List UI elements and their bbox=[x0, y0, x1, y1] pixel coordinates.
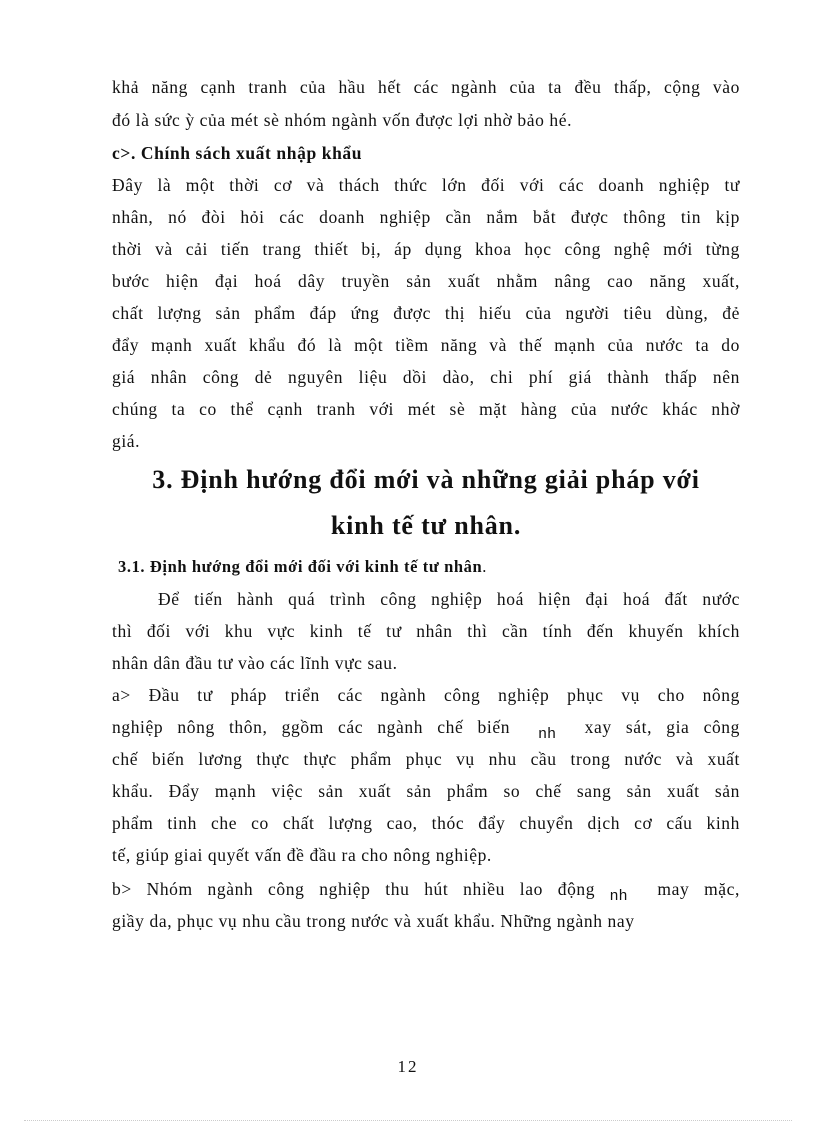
page-number: 12 bbox=[397, 1057, 419, 1076]
subheading-text: 3.1. Định hướng đổi mới đối với kinh tế tư nhân bbox=[118, 557, 483, 576]
subheading-period: . bbox=[482, 557, 487, 576]
footer-divider bbox=[24, 1120, 792, 1121]
paragraph-line: thời và cải tiến trang thiết bị, áp dụng khoa học công nghệ mới từng bbox=[112, 239, 740, 259]
paragraph-line: Để tiến hành quá trình công nghiệp hoá hiện đại hoá đất nước bbox=[158, 589, 740, 609]
paragraph-line: giá. bbox=[112, 431, 141, 451]
paragraph-line: đó là sức ỳ của mét sè nhóm ngành vốn được lợi nhờ bảo hé. bbox=[112, 110, 573, 130]
paragraph-line: Đây là một thời cơ và thách thức lớn đối với các doanh nghiệp tư bbox=[112, 175, 740, 195]
paragraph-line: nhân, nó đòi hỏi các doanh nghiệp cần nắm bắt được thông tin kịp bbox=[112, 207, 740, 227]
section-title-import-export: c>. Chính sách xuất nhập khẩu bbox=[112, 143, 363, 163]
paragraph-line: phẩm tinh che co chất lượng cao, thóc đẩy chuyển dịch cơ cấu kinh bbox=[112, 813, 740, 833]
stray-subscript: nh bbox=[538, 725, 557, 742]
paragraph-line: thì đối với khu vực kinh tế tư nhân thì cần tính đến khuyến khích bbox=[112, 621, 740, 641]
paragraph-line: bước hiện đại hoá dây truyền sản xuất nhằm nâng cao năng xuất, bbox=[112, 271, 740, 291]
stray-subscript: nh bbox=[609, 887, 628, 904]
subheading bbox=[118, 556, 746, 578]
paragraph-line: giầy da, phục vụ nhu cầu trong nước và xuất khẩu. Những ngành nay bbox=[112, 911, 635, 931]
paragraph-line: a> Đầu tư pháp triển các ngành công nghiệp phục vụ cho nông bbox=[112, 685, 740, 705]
line-text: nghiệp nông thôn, ggồm các ngành chế biến bbox=[112, 717, 511, 737]
paragraph-line bbox=[112, 878, 740, 902]
paragraph-line: đẩy mạnh xuất khẩu đó là một tiềm năng và thế mạnh của nước ta do bbox=[112, 335, 740, 355]
paragraph-line bbox=[112, 716, 740, 740]
paragraph-line: chất lượng sản phẩm đáp ứng được thị hiếu của người tiêu dùng, đẻ bbox=[112, 303, 740, 323]
paragraph-line: giá nhân công dẻ nguyên liệu dồi dào, chi phí giá thành thấp nên bbox=[112, 367, 740, 387]
chapter-heading-line1: 3. Định hướng đổi mới và những giải pháp với bbox=[152, 465, 700, 494]
paragraph-line: chúng ta co thể cạnh tranh với mét sè mặt hàng của nước khác nhờ bbox=[112, 399, 740, 419]
line-text: may mặc, bbox=[657, 879, 741, 899]
paragraph-line: nhân dân đầu tư vào các lĩnh vực sau. bbox=[112, 653, 398, 673]
chapter-heading-line2: kinh tế tư nhân. bbox=[330, 511, 522, 540]
paragraph-line: chế biến lương thực thực phẩm phục vụ nhu cầu trong nước và xuất bbox=[112, 749, 740, 769]
line-text: b> Nhóm ngành công nghiệp thu hút nhiều lao động bbox=[112, 879, 596, 899]
paragraph-line: khả năng cạnh tranh của hầu hết các ngành của ta đều thấp, cộng vào bbox=[112, 77, 740, 97]
paragraph-line: tế, giúp giai quyết vấn đề đầu ra cho nông nghiệp. bbox=[112, 845, 492, 865]
line-text: xay sát, gia công bbox=[584, 717, 741, 737]
paragraph-line: khẩu. Đẩy mạnh việc sản xuất sản phẩm so chế sang sản xuất sản bbox=[112, 781, 740, 801]
